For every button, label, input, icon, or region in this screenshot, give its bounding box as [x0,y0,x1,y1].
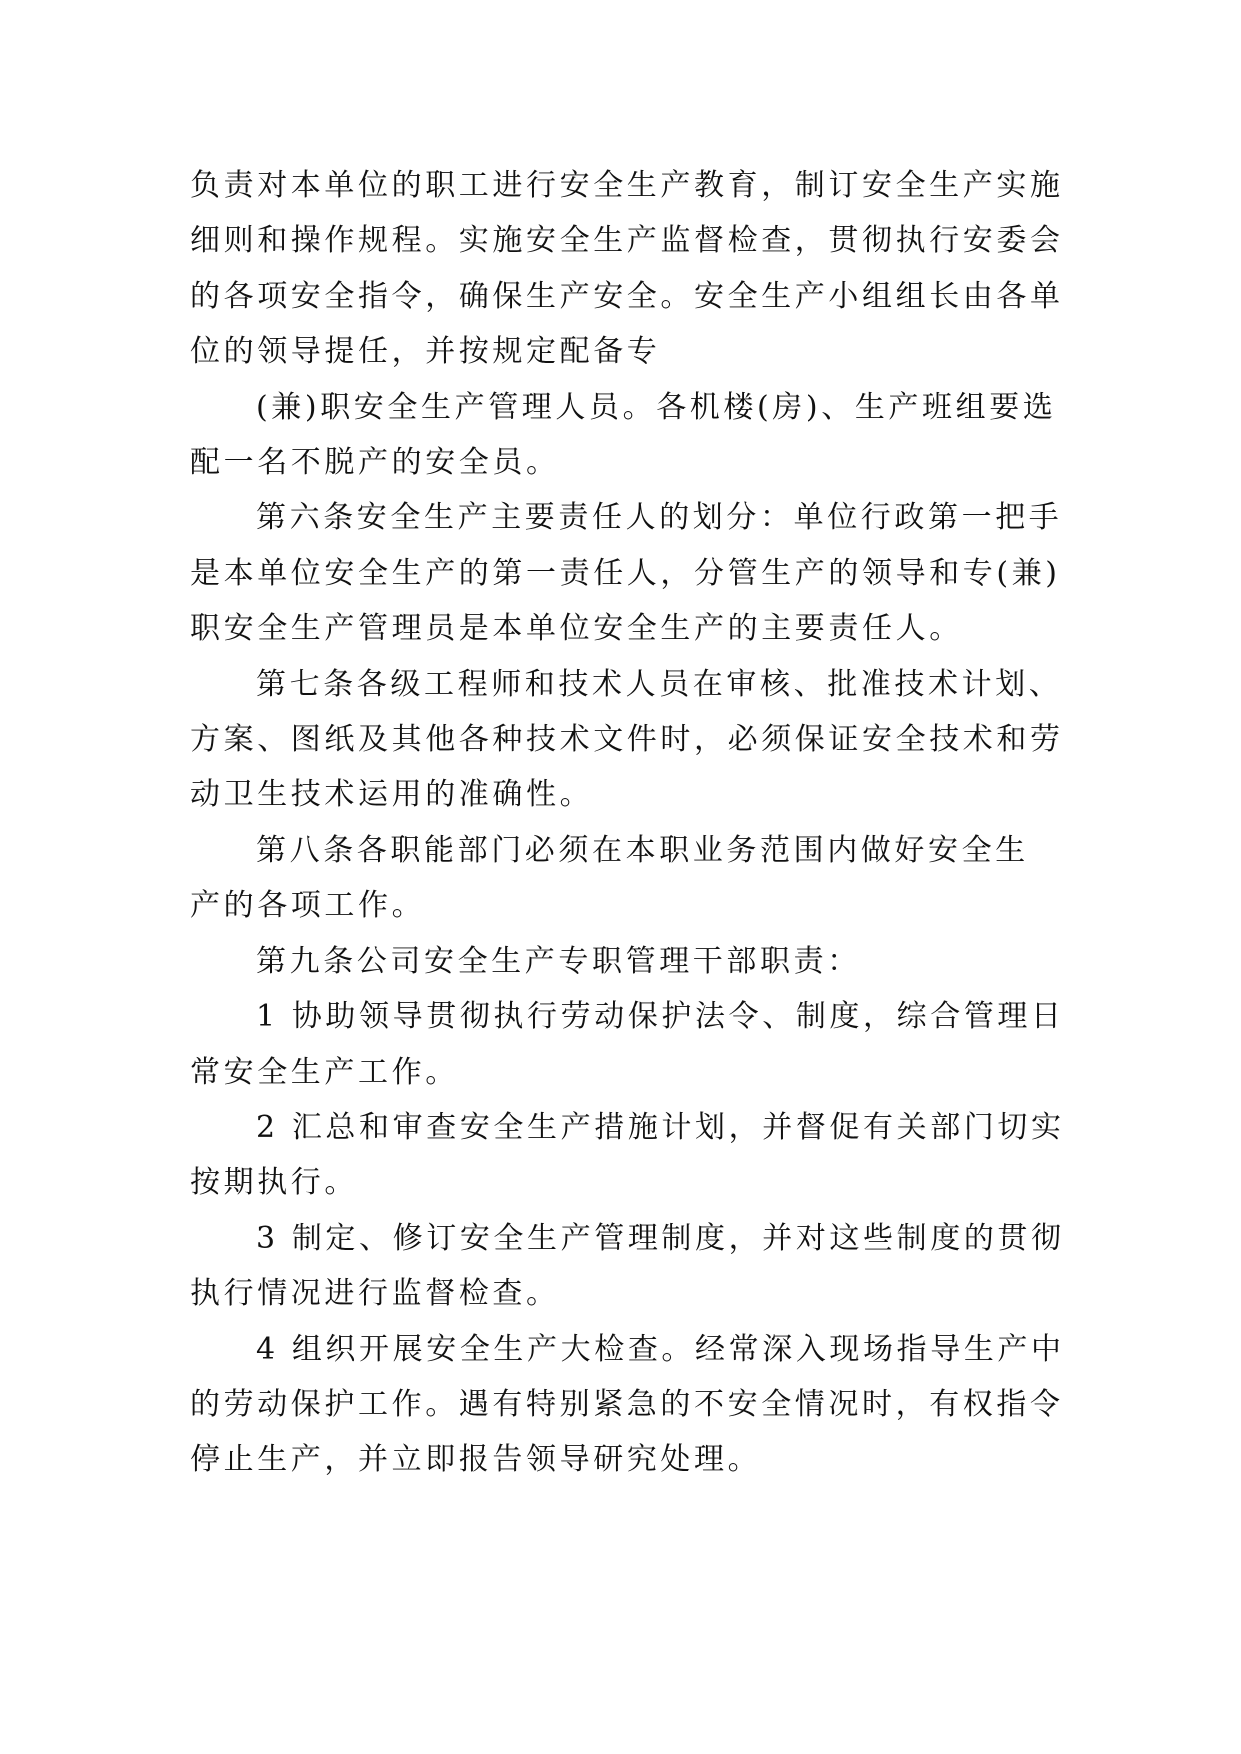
text-line: 3 制定、修订安全生产管理制度，并对这些制度的贯彻 [256,1220,1065,1256]
paragraph-duty-2 [190,1100,1065,1211]
text-line: 方案、图纸及其他各种技术文件时，必须保证安全技术和劳 [190,722,1064,758]
text-line: 执行情况进行监督检查。 [190,1276,560,1312]
text-line: 动卫生技术运用的准确性。 [190,777,594,813]
text-line: 产的各项工作。 [190,888,426,924]
paragraph-duty-4 [190,1322,1065,1488]
text-line: 负责对本单位的职工进行安全生产教育，制订安全生产实施 [190,168,1064,203]
paragraph-article-9 [190,934,1065,989]
text-line: 第八条各职能部门必须在本职业务范围内做好安全生 [256,832,1029,868]
text-line: 第六条安全生产主要责任人的划分：单位行政第一把手 [256,500,1063,536]
text-line: 常安全生产工作。 [190,1054,459,1090]
paragraph-article-8 [190,823,1065,934]
text-line: 1 协助领导贯彻执行劳动保护法令、制度，综合管理日 [256,999,1065,1035]
document-page [190,158,1065,1488]
paragraph-article-6 [190,490,1065,656]
text-line: 职安全生产管理员是本单位安全生产的主要责任人。 [190,611,963,647]
paragraph-safety-staff [190,380,1065,491]
text-line: 的劳动保护工作。遇有特别紧急的不安全情况时，有权指令 [190,1386,1064,1422]
paragraph-duty-3 [190,1211,1065,1322]
text-line: 第九条公司安全生产专职管理干部职责： [256,943,861,979]
text-line: 是本单位安全生产的第一责任人，分管生产的领导和专(兼) [190,555,1061,591]
text-line: 位的领导提任，并按规定配备专 [190,334,661,370]
text-line: 第七条各级工程师和技术人员在审核、批准技术计划、 [256,666,1063,702]
text-line: 4 组织开展安全生产大检查。经常深入现场指导生产中 [256,1331,1065,1367]
paragraph-article-7 [190,657,1065,823]
paragraph-duty-1 [190,989,1065,1100]
text-line: 细则和操作规程。实施安全生产监督检查，贯彻执行安委会 [190,223,1064,259]
text-line: 按期执行。 [190,1165,358,1201]
text-line: 配一名不脱产的安全员。 [190,445,560,481]
text-line: 停止生产，并立即报告领导研究处理。 [190,1442,762,1478]
text-line: (兼)职安全生产管理人员。各机楼(房)、生产班组要选 [256,389,1057,425]
text-line: 2 汇总和审查安全生产措施计划，并督促有关部门切实 [256,1109,1065,1145]
paragraph-responsibility-intro [190,158,1065,380]
text-line: 的各项安全指令，确保生产安全。安全生产小组组长由各单 [190,278,1064,314]
